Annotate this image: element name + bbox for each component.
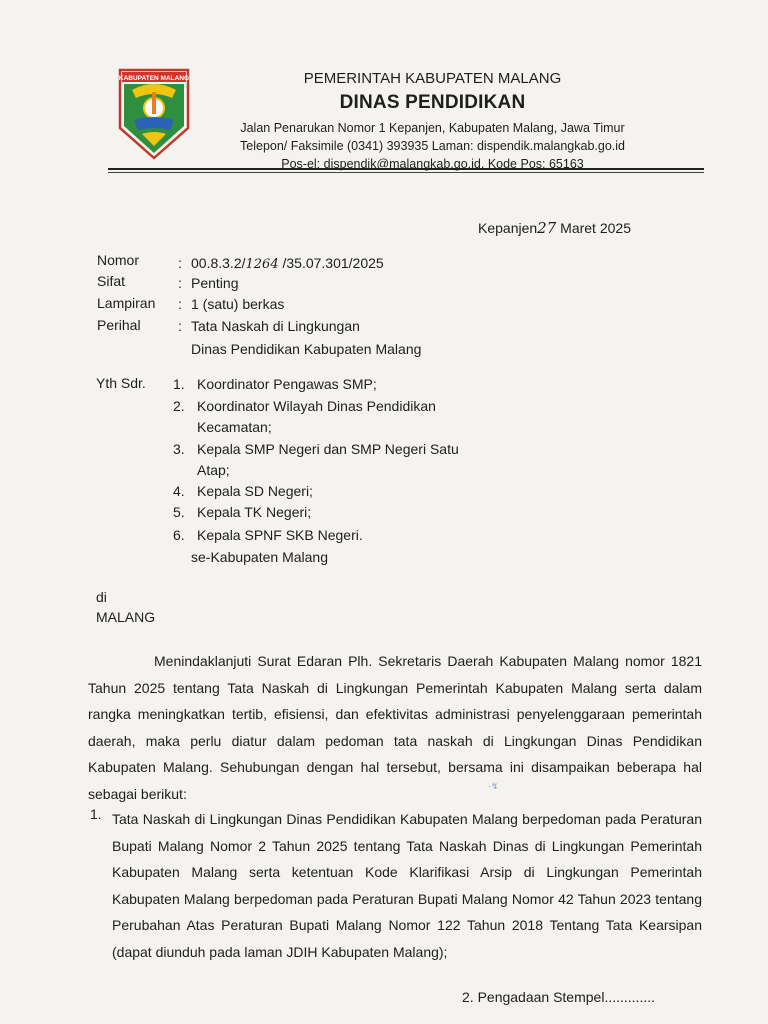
nomor-label: Nomor <box>97 252 140 268</box>
kabupaten-malang-emblem-icon <box>116 68 192 160</box>
addressee-line: Kepala SD Negeri; <box>197 483 313 499</box>
letterhead-contact <box>220 119 645 173</box>
di-label: di <box>96 589 107 605</box>
salutation: Yth Sdr. <box>96 375 146 391</box>
nomor-colon: : <box>178 255 182 271</box>
addressee-number: 4. <box>173 483 185 499</box>
letterhead-government: PEMERINTAH KABUPATEN MALANG <box>303 70 562 87</box>
letterhead-department: DINAS PENDIDIKAN <box>339 92 526 113</box>
next-page-continuation: 2. Pengadaan Stempel............. <box>462 989 656 1005</box>
sifat-value: Penting <box>191 275 239 291</box>
lampiran-value: 1 (satu) berkas <box>191 296 285 312</box>
opening-paragraph: Menindaklanjuti Surat Edaran Plh. Sekretaris Daerah Kabupaten Malang nomor 1821 Tahun 2025 tentang Tata Naskah di Lingkungan Pemerintah Kabupaten Malang serta dalam rangka meningkatkan tertib, efisiensi, dan efektivitas administrasi penyelenggaraan pemerintah daerah, maka perlu diatur dalam pedoman tata naskah di Lingkungan Dinas Pendidikan Kabupaten Malang. Sehubungan dengan hal tersebut, bersama ini disampaikan beberapa hal sebagai berikut: <box>88 653 702 802</box>
lampiran-colon: : <box>178 296 182 312</box>
list-item-text: Tata Naskah di Lingkungan Dinas Pendidikan Kabupaten Malang berpedoman pada Peraturan Bupati Malang Nomor 2 Tahun 2025 tentang Tata Naskah Dinas di Lingkungan Pemerintah Kabupaten Malang serta ketentuan Kode Klarifikasi Arsip di Lingkungan Pemerintah Kabupaten Malang berpedoman pada Peraturan Bupati Malang Nomor 42 Tahun 2023 tentang Perubahan Atas Peraturan Bupati Malang Nomor 122 Tahun 2018 Tentang Tata Kearsipan (dapat diunduh pada laman JDIH Kabupaten Malang); <box>112 811 702 960</box>
addressee-line: Atap; <box>197 462 230 478</box>
date-day-handwritten: 27 <box>537 219 557 237</box>
nomor-prefix: 00.8.3.2/ <box>191 255 246 271</box>
email-prefix: Pos-el: <box>281 157 321 171</box>
perihal-label: Perihal <box>97 317 141 333</box>
addressee-line: Kepala SPNF SKB Negeri. <box>197 527 363 543</box>
addressee-line: Kepala TK Negeri; <box>197 504 312 520</box>
city-label: MALANG <box>96 609 156 625</box>
letterhead-address: Jalan Penarukan Nomor 1 Kepanjen, Kabupaten Malang, Jawa Timur <box>240 121 625 135</box>
stray-mark: ·↯ <box>488 781 499 791</box>
addressee-region: se-Kabupaten Malang <box>191 549 328 565</box>
addressee-line: Kecamatan; <box>197 419 272 435</box>
emblem-text: KABUPATEN MALANG <box>118 75 190 82</box>
addressee-number: 5. <box>173 504 185 520</box>
email-link[interactable]: dispendik@malangkab.go.id <box>323 157 481 171</box>
sifat-label: Sifat <box>97 273 126 289</box>
nomor-value <box>191 255 384 272</box>
lampiran-label: Lampiran <box>97 295 156 311</box>
addressee-line: Koordinator Wilayah Dinas Pendidikan <box>197 398 436 414</box>
letter-date <box>478 219 631 237</box>
list-item-number: 1. <box>90 806 102 822</box>
addressee-line: Kepala SMP Negeri dan SMP Negeri Satu <box>197 441 459 457</box>
addressee-line: Koordinator Pengawas SMP; <box>197 376 377 392</box>
addressee-number: 2. <box>173 398 185 414</box>
addressee-number: 3. <box>173 441 185 457</box>
addressee-number: 6. <box>173 527 185 543</box>
perihal-line-2: Dinas Pendidikan Kabupaten Malang <box>191 341 422 357</box>
sifat-colon: : <box>178 275 182 291</box>
date-month-year: Maret 2025 <box>560 220 631 236</box>
letterhead-divider-thick <box>108 168 704 170</box>
nomor-handwritten: 1264 <box>245 257 279 272</box>
letterhead-phone: Telepon/ Faksimile (0341) 393935 Laman: dispendik.malangkab.go.id <box>240 139 625 153</box>
perihal-line-1: Tata Naskah di Lingkungan <box>191 318 360 334</box>
postal-code: , Kode Pos: 65163 <box>480 157 584 171</box>
date-place: Kepanjen <box>478 220 538 236</box>
perihal-colon: : <box>178 318 182 334</box>
letterhead-email-line <box>220 155 645 173</box>
addressee-number: 1. <box>173 376 185 392</box>
letterhead-divider-thin <box>108 172 704 173</box>
nomor-suffix: /35.07.301/2025 <box>282 255 384 271</box>
